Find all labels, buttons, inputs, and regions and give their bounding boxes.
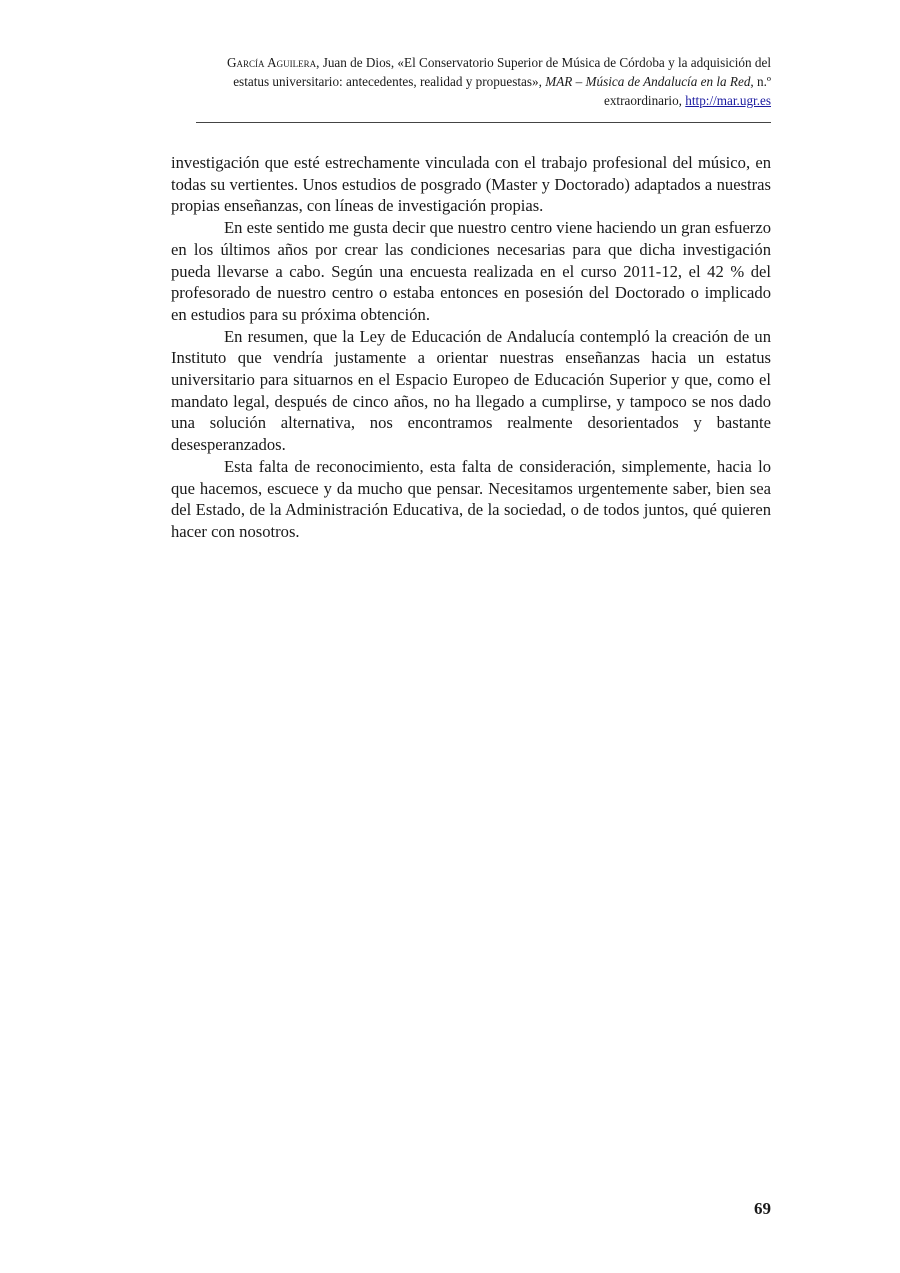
page-number: 69 [754, 1199, 771, 1218]
journal-name: MAR – Música de Andalucía en la Red [545, 74, 751, 89]
issue-info: , n.º extraordinario, [603, 74, 771, 108]
paragraph: Esta falta de reconocimiento, esta falta de consideración, simplemente, hacia lo que hacemos, escuece y da mucho que pensar. Necesitamos urgentemente saber, bien sea del Estado, de la Administración Educativa, de la sociedad, o de todos juntos, qué quieren hacer con nosotros. [171, 456, 771, 541]
paragraph: En resumen, que la Ley de Educación de Andalucía contempló la creación de un Instituto que vendría justamente a orientar nuestras enseñanzas hacia un estatus universitario para situarnos en el Espacio Europeo de Educación Superior y que, como el mandato legal, después de cinco años, no ha llegado a cumplirse, y tampoco se nos dado una solución alternativa, nos encontramos realmente desorientados y bastante desesperanzados. [171, 326, 771, 455]
running-header [196, 53, 771, 110]
header-divider [196, 122, 771, 123]
article-body [171, 152, 771, 543]
author-surname: García Aguilera [226, 55, 317, 70]
paragraph-continuation: investigación que esté estrechamente vinculada con el trabajo profesional del músico, en todas su vertientes. Unos estudios de posgrado (Master y Doctorado) adaptados a nuestras propias enseñanzas, con líneas de investigación propias. [171, 153, 771, 216]
paragraph: En este sentido me gusta decir que nuestro centro viene haciendo un gran esfuerzo en los últimos años por crear las condiciones necesarias para que dicha investigación pueda llevarse a cabo. Según una encuesta realizada en el curso 2011-12, el 42 % del profesorado de nuestro centro o estaba entonces en posesión del Doctorado o implicado en estudios para su próxima obtención. [171, 218, 771, 324]
author-given-name: , Juan de Dios, [316, 55, 398, 70]
journal-url-link[interactable]: http://mar.ugr.es [685, 93, 771, 108]
article-title: «El Conservatorio Superior de Música de Córdoba y la adquisición del estatus universitario: antecedentes, realidad y propuestas», [233, 55, 771, 89]
